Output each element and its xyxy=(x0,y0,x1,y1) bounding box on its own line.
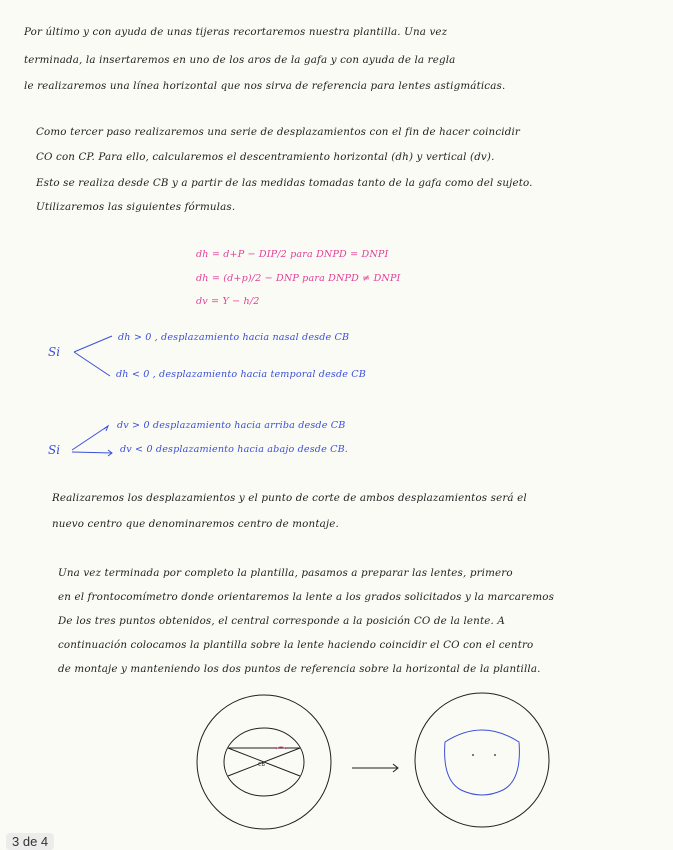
text-line: Como tercer paso realizaremos una serie de desplazamientos con el fin de hacer coincidir xyxy=(36,126,520,138)
branch-v-label: Si xyxy=(48,443,61,457)
branch-h-negative: dh < 0 , desplazamiento hacia temporal desde CB xyxy=(116,369,366,380)
text-line: le realizaremos una línea horizontal que nos sirva de referencia para lentes astigmáticas. xyxy=(24,80,506,92)
cb-label: CB xyxy=(258,762,265,768)
branch-v-arrow-up xyxy=(72,426,108,450)
formula-dh-equal: dh = d+P − DIP/2 para DNPD = DNPI xyxy=(196,249,389,260)
branch-v-positive: dv > 0 desplazamiento hacia arriba desde CB xyxy=(117,420,346,431)
branch-h-arrow-up xyxy=(74,336,112,352)
branch-h-label: Si xyxy=(48,345,61,359)
text-line: Esto se realiza desde CB y a partir de las medidas tomadas tanto de la gafa como del sujeto. xyxy=(36,177,533,189)
page-indicator: 3 de 4 xyxy=(6,833,54,850)
text-line: Una vez terminada por completo la plantilla, pasamos a preparar las lentes, primero xyxy=(58,567,513,579)
formula-dv: dv = Y − h/2 xyxy=(196,296,260,307)
reference-dot xyxy=(472,754,474,756)
reference-dot xyxy=(494,754,496,756)
lens-outer-circle xyxy=(415,693,549,827)
text-line: De los tres puntos obtenidos, el central corresponde a la posición CO de la lente. A xyxy=(58,615,505,627)
text-line: Por último y con ayuda de unas tijeras recortaremos nuestra plantilla. Una vez xyxy=(24,26,448,38)
text-line: continuación colocamos la plantilla sobre la lente haciendo coincidir el CO con el centro xyxy=(58,639,534,651)
text-line: CO con CP. Para ello, calcularemos el descentramiento horizontal (dh) y vertical (dv). xyxy=(36,151,495,163)
branch-h-arrow-down xyxy=(74,352,110,376)
formula-dh-unequal: dh = (d+p)/2 − DNP para DNPD ≠ DNPI xyxy=(196,273,401,284)
branch-v-negative: dv < 0 desplazamiento hacia abajo desde CB. xyxy=(120,444,348,455)
text-line: nuevo centro que denominaremos centro de montaje. xyxy=(52,518,339,530)
text-line: de montaje y manteniendo los dos puntos de referencia sobre la horizontal de la plantilla. xyxy=(58,663,541,675)
text-line: Utilizaremos las siguientes fórmulas. xyxy=(36,201,236,213)
text-line: en el frontocomímetro donde orientaremos la lente a los grados solicitados y la marcaremos xyxy=(58,591,555,603)
branch-h-positive: dh > 0 , desplazamiento hacia nasal desde CB xyxy=(118,332,350,343)
text-line: terminada, la insertaremos en uno de los aros de la gafa y con ayuda de la regla xyxy=(24,54,456,66)
lens-shape-outline xyxy=(445,730,520,795)
branch-v-arrow-down xyxy=(72,452,112,453)
text-line: Realizaremos los desplazamientos y el punto de corte de ambos desplazamientos será el xyxy=(52,492,527,504)
